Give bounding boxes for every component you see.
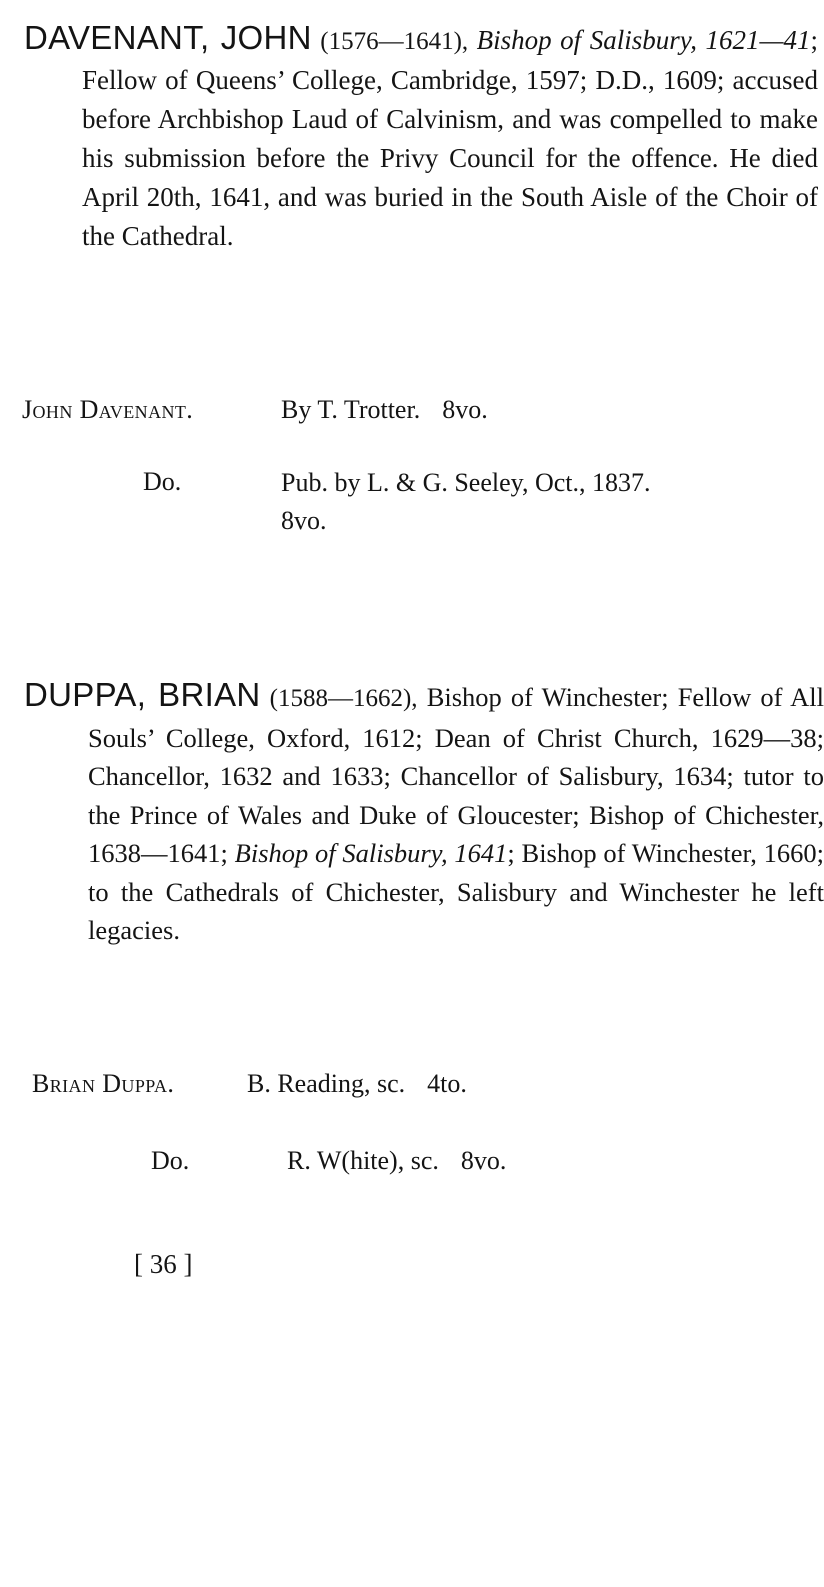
page-number: [ 36 ] <box>134 1249 193 1279</box>
portrait-artist: Pub. by L. & G. Seeley, Oct., 1837. <box>281 468 651 497</box>
portrait-artist: B. Reading, sc. <box>247 1069 406 1098</box>
portrait-row <box>281 392 488 428</box>
portrait-row <box>287 1143 506 1179</box>
portrait-subject: Do. <box>151 1146 190 1175</box>
entry-bio: ; Fellow of Queens’ College, Cambridge, 1597; D.D., 1609; accused before Archbishop Laud of Calvinism, and was compelled to make his submission before the Privy Council for the offence. He died April 20th, 1641, and was buried in the South Aisle of the Choir of the Cathedral. <box>82 25 818 251</box>
portrait-row <box>22 392 193 428</box>
entry-dates: (1576—1641), <box>320 28 469 55</box>
portrait-artist: R. W(hite), sc. <box>287 1146 439 1175</box>
portrait-subject: Brian Duppa. <box>32 1069 175 1098</box>
portrait-format: 8vo. <box>281 506 327 535</box>
entry-davenant <box>24 18 818 256</box>
entry-name: DUPPA, BRIAN <box>24 676 261 713</box>
entry-title: Bishop of Salisbury, 1641 <box>234 838 508 868</box>
entry-bio-continued: ; Bishop of Winchester, 1660; to the Cathedrals of Chichester, Salisbury and Winchester he left legacies. <box>88 838 824 945</box>
portrait-row <box>281 464 761 540</box>
entry-duppa <box>24 676 824 950</box>
portrait-artist: By T. Trotter. <box>281 395 421 424</box>
portrait-format: 8vo. <box>460 1146 507 1175</box>
entry-bio: Bishop of Winchester; Fellow of All Souls’ College, Oxford, 1612; Dean of Christ Church, 1629—38; Chancellor, 1632 and 1633; Chancellor of Salisbury, 1634; tutor to the Prince of Wales and Duke of Gloucester; Bishop of Chichester, 1638—1641; <box>88 682 824 868</box>
portrait-format: 8vo. <box>442 395 488 424</box>
entry-name: DAVENANT, JOHN <box>24 19 312 56</box>
portrait-row <box>32 1066 174 1102</box>
portrait-subject: John Davenant. <box>22 395 194 424</box>
portrait-format: 4to. <box>427 1069 467 1098</box>
portrait-subject: Do. <box>143 467 182 496</box>
portrait-row <box>247 1066 467 1102</box>
entry-title: Bishop of Salisbury, 1621—41 <box>476 25 811 55</box>
portrait-row <box>143 464 181 500</box>
portrait-row <box>151 1143 189 1179</box>
entry-dates: (1588—1662), <box>269 685 418 712</box>
